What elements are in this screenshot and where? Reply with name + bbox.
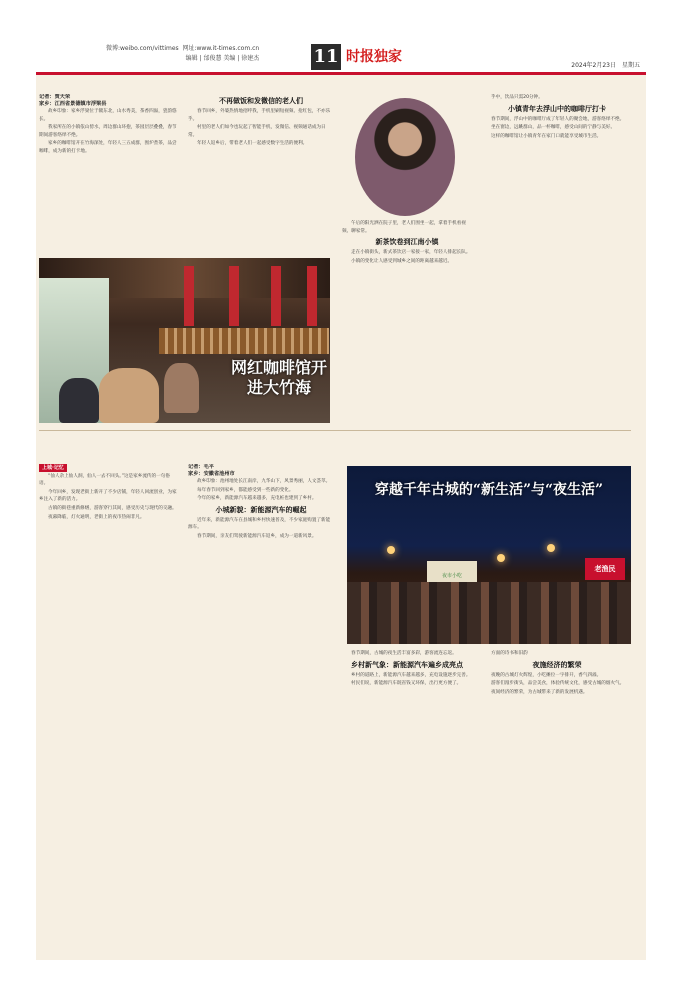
weibo-link[interactable]: 微博:weibo.com/vittimes [106, 45, 179, 52]
red-banner [307, 266, 317, 326]
lantern [547, 544, 555, 552]
paragraph: 今年的家乡，新能源汽车越来越多，充电桩也建到了乡村。 [197, 496, 317, 502]
article-col3-bottom [342, 650, 472, 940]
paragraph: 家乡的咖啡馆开在竹海深处，年轻人三五成群，围炉煮茶，品尝咖啡，成为新的打卡地。 [39, 141, 177, 154]
hometown-intro: 故乡印象：池州地处长江南岸，九华山下，风景秀丽，人文荟萃。 [197, 479, 331, 484]
paragraph: 午后的阳光洒在院子里，老人们围坐一起，拿着手机看视频、聊家常。 [342, 221, 466, 234]
paragraph: 乡村的道路上，新能源汽车越来越多，充电设施逐步完善。 [351, 672, 471, 678]
paragraph: 夜晚的古城灯火辉煌，小吃摊位一字排开，香气四溢。 [491, 672, 602, 678]
crowd [347, 582, 631, 644]
cafe-photo [39, 258, 330, 423]
paragraph: 方面的诗书和旧韵 [491, 651, 528, 656]
paragraph: 村里的老人们如今也玩起了智能手机，发微信、视频通话成为日常。 [188, 125, 326, 138]
visitor-figure [59, 378, 99, 423]
article-col4-top [482, 94, 632, 424]
headline: 小城新貌：新能源汽车的崛起 [215, 505, 307, 514]
paragraph: 古镇的街巷重新修缮，游客穿行其间，感受历史与现代的交融。 [48, 505, 177, 511]
author-name: 记者：贾天荣 [39, 94, 71, 100]
paragraph: “仙人杂上仙人洞，仙人一去不回头。”这是家乡流传的一句俗语。 [39, 473, 170, 487]
food-stall: 夜市小吃 [427, 561, 477, 591]
masthead [36, 40, 646, 72]
author-hometown: 家乡：安徽省池州市 [188, 471, 235, 477]
red-banner [271, 266, 281, 326]
page-number: 11 [311, 44, 341, 70]
paragraph: 夜幕降临，灯火通明，老街上的夜市热闹非凡。 [48, 514, 145, 520]
paragraph: 游客们漫步街头，品尝美食，体验传统文化，感受古城的烟火气。 [491, 681, 625, 687]
author-name: 记者：毛平 [188, 464, 214, 470]
night-photo-title: 穿越千年古城的“新生活”与“夜生活” [374, 482, 604, 498]
night-market-photo [347, 466, 631, 644]
headline: 乡村新气象：新能源汽车遍乡成亮点 [351, 660, 463, 669]
elderly-woman-photo [355, 98, 455, 216]
visitor-figure [164, 363, 199, 413]
article-col2-bottom [188, 464, 334, 944]
red-banner [229, 266, 239, 326]
lantern [387, 546, 395, 554]
masthead-rule [36, 72, 646, 75]
article-col1-top [39, 94, 179, 254]
paragraph: 春节期间，古城的夜生活丰富多彩，游客流连忘返。 [351, 651, 457, 656]
hometown-intro: 故乡印象：家乡浮梁位于赣东北，山水秀美，茶香四溢，瓷韵悠长。 [39, 109, 177, 122]
issue-date: 2024年2月23日 星期五 [571, 62, 640, 69]
red-banner [184, 266, 194, 326]
headline: 不再做饭和发微信的老人们 [219, 97, 303, 105]
paragraph: 近年来，新能源汽车在县城和乡村快速普及，不少家庭购置了新能源车。 [188, 517, 331, 531]
headline: 新茶饮卷到江南小镇 [375, 238, 439, 247]
editors-line: 编辑 | 邰俊慧 美编 | 徐建杰 [185, 55, 260, 62]
headline: 小镇青年去浮山中的咖啡厅打卡 [508, 104, 606, 113]
paragraph: 村民们说，新能源汽车既省钱又环保，出行更方便了。 [351, 681, 462, 687]
lantern [497, 554, 505, 562]
paragraph: 夜间经济的繁荣，为古城带来了新的发展机遇。 [491, 689, 588, 695]
cafe-photo-caption: 网红咖啡馆开进大竹海 [230, 358, 327, 397]
paragraph: 坐在窗边，远眺群山，品一杯咖啡，感受山间的宁静与美好。 [491, 125, 616, 131]
paragraph: 小镇的变化让人感受到城乡之间的距离越来越近。 [351, 258, 453, 264]
paragraph: 每年春节回到家乡，都能感受到一些新的变化。 [197, 487, 294, 493]
masthead-contact [106, 44, 259, 64]
article-col1-bottom [39, 464, 179, 944]
paragraph: 走在小镇街头，新式茶饮店一家接一家，年轻人排起长队。 [351, 250, 471, 256]
paragraph: 年轻人返乡后，带着老人们一起感受数字生活的便利。 [197, 141, 308, 147]
section-divider [39, 430, 631, 431]
author-hometown: 家乡：江西省景德镇市浮梁县 [39, 101, 107, 107]
paragraph: 春节期间，亲友们驾驶新能源汽车返乡，成为一道新风景。 [197, 533, 317, 539]
bookshelf [159, 328, 329, 354]
paragraph: 乎中，饮品只需20分钟。 [491, 95, 543, 100]
paragraph: 春节期间，浮山中的咖啡厅成了年轻人的聚会地，游客络绎不绝。 [491, 116, 625, 122]
headline: 夜施经济的繁荣 [532, 660, 582, 669]
shop-sign: 老渔民 [585, 558, 625, 580]
visitor-figure [99, 368, 159, 423]
paragraph: 春节回乡，外婆热情地招呼我，手机里刷短视频、抢红包，不亦乐乎。 [188, 109, 331, 122]
website-link[interactable]: 网址:www.it-times.com.cn [182, 45, 260, 52]
article-col4-bottom [482, 650, 632, 940]
article-col2-top [188, 94, 334, 254]
paragraph: 我家所在的小镇依山傍水，周边群山环抱，茶园层层叠叠，春节期间游客络绎不绝。 [39, 125, 177, 138]
article-col3-top [342, 220, 472, 420]
paragraph: 今年回乡，发现老街上新开了不少店铺，年轻人回流创业，为家乡注入了新的活力。 [39, 489, 177, 503]
section-tag: 上城·记忆 [39, 464, 67, 472]
section-title: 时报独家 [346, 49, 402, 65]
paragraph: 这样的咖啡馆让小镇青年在家门口就能享受城市生活。 [491, 133, 602, 139]
